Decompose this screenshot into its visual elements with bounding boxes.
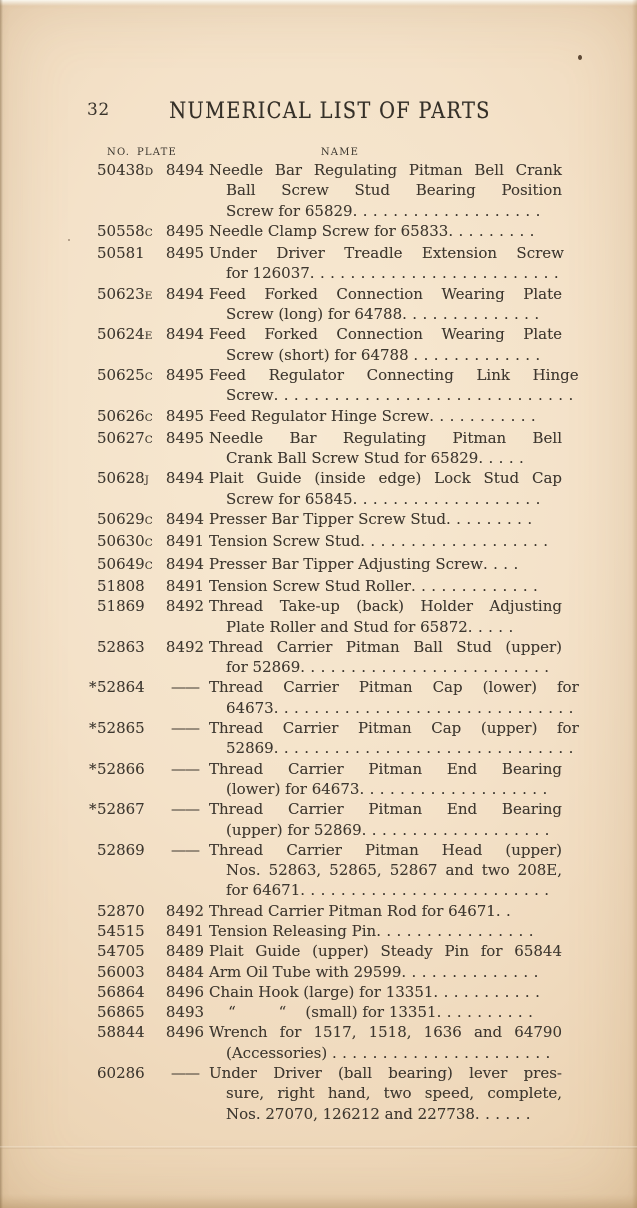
part-no [97,365,161,387]
part-no [97,531,161,553]
part-name [209,637,562,678]
dot-leader: ............. [410,576,544,595]
name-line [209,345,562,365]
part-plate: 8495 [165,406,205,425]
part-number-digits: 58844 [97,1023,145,1042]
part-name [209,982,562,1002]
part-number-digits: 52866 [97,759,145,778]
part-number-digits: 52869 [97,840,145,859]
name-line: Nos. 52863, 52865, 52867 and two 208E, [226,861,562,880]
part-row [97,531,562,553]
dot-leader: ........... [429,406,542,425]
name-line [209,576,562,596]
part-number-digits: 50649 [97,554,145,573]
part-no [97,468,161,490]
part-row [97,221,562,243]
part-name [209,962,562,982]
name-text: Presser Bar Tipper Screw Stud [209,510,446,529]
part-plate: 8494 [165,554,205,573]
name-line [209,1002,562,1022]
name-line [209,221,562,241]
part-no [97,221,161,243]
column-header-plate: PLATE [137,147,178,158]
name-line: sure, right hand, two speed, complete, [226,1084,562,1103]
name-line [209,779,562,799]
part-plate: 8496 [165,982,205,1001]
name-line [209,738,579,758]
dot-leader: ...... [474,1104,536,1123]
name-line [209,448,562,468]
plate-dash: —— [171,840,199,859]
scan-edge-left [0,0,3,1208]
part-number-digits: 50623 [97,284,145,303]
name-text: Thread Carrier Pitman Rod for 64671 [209,901,496,920]
part-plate: 8496 [165,1023,205,1042]
part-no [97,406,161,428]
part-no [89,799,161,819]
part-row [97,596,562,637]
part-name [209,840,562,901]
scan-edge-bottom [0,1194,637,1208]
name-text: for 126037 [226,264,310,283]
paper-speck [578,55,582,60]
asterisk-marker: * [89,759,97,778]
name-line [209,1043,562,1063]
dot-leader: ......................... [300,881,555,900]
part-row [97,901,562,921]
dot-leader: ......................... [300,658,555,677]
name-text: (upper) for 52869 [226,820,362,839]
name-line: Feed Forked Connection Wearing Plate [209,325,562,344]
part-name [209,468,562,509]
part-no [97,962,161,982]
part-number-digits: 51869 [97,597,145,616]
name-line: Plait Guide (inside edge) Lock Stud Cap [209,469,562,488]
part-name [209,1063,562,1124]
part-row [97,921,562,941]
dot-leader: ........... [433,982,546,1001]
plate-dash: —— [171,759,199,778]
part-no [97,982,161,1002]
name-text: Tension Screw Stud [209,532,361,551]
dot-leader: .............................. [273,386,579,405]
name-text: “ “ (small) for 13351 [209,1003,437,1022]
part-name [209,921,562,941]
name-text: (Accessories) [226,1043,332,1062]
part-plate: 8494 [165,469,205,488]
part-row [97,406,562,428]
name-text: Screw [226,386,274,405]
name-line: Under Driver Treadle Extension Screw [209,244,564,263]
name-line [209,901,562,921]
part-number-digits: 56865 [97,1003,145,1022]
part-row [97,576,562,596]
part-number-digits: 56864 [97,982,145,1001]
name-line: Thread Carrier Pitman Ball Stud (upper) [209,637,562,656]
part-no [89,677,161,697]
name-text: Screw (long) for 64788 [226,305,403,324]
part-plate: 8495 [165,244,205,263]
part-plate: 8492 [165,637,205,656]
part-row [89,677,579,718]
part-name [209,759,562,800]
name-line: Under Driver (ball bearing) lever pres- [209,1064,562,1083]
part-name [209,221,562,241]
asterisk-marker: * [89,719,97,738]
plate-dash: —— [171,1064,199,1083]
part-no [97,840,161,860]
dot-leader: ................... [352,489,546,508]
name-line [209,617,562,637]
part-number-suffix: C [144,559,154,572]
part-row [97,243,562,284]
name-line: Thread Carrier Pitman Cap (upper) for [209,719,579,738]
part-number-digits: 50628 [97,469,145,488]
part-row [97,365,579,406]
part-no [97,901,161,921]
part-number-digits: 50625 [97,365,145,384]
part-plate: 8491 [165,532,205,551]
name-line [209,263,564,283]
part-name [209,531,562,551]
dot-leader: ................... [361,820,555,839]
part-no [97,428,161,450]
part-name [209,1022,562,1063]
part-number-suffix: E [144,330,153,343]
part-name [209,406,562,426]
name-line: Ball Screw Stud Bearing Position [226,181,562,200]
name-text: 52869 [226,739,274,758]
dot-leader: .............. [401,962,544,981]
name-line [209,820,562,840]
part-row [97,324,562,365]
name-text: for 52869 [226,658,301,677]
paper-crease [0,1146,637,1149]
part-number-digits: 50626 [97,406,145,425]
part-no [97,1002,161,1022]
part-number-suffix: C [144,370,154,383]
dot-leader: ......................... [309,264,564,283]
part-number-digits: 52864 [97,678,145,697]
part-name [209,284,562,325]
part-no [97,160,161,182]
part-name [209,509,562,529]
part-name [209,677,579,718]
part-plate: 8495 [165,221,205,240]
part-row [89,799,562,840]
part-name [209,1002,562,1022]
dot-leader: ......... [445,510,538,529]
part-no [97,554,161,576]
part-no [97,284,161,306]
part-no [89,759,161,779]
dot-leader: ............. [413,345,546,364]
name-line [209,1104,562,1124]
part-row [97,941,562,961]
part-name [209,160,562,221]
part-name [209,596,562,637]
dot-leader: ................... [359,779,553,798]
part-row [97,160,562,221]
page-number: 32 [87,100,110,120]
part-plate: 8491 [165,576,205,595]
name-line [209,385,579,405]
part-number-digits: 50629 [97,510,145,529]
part-no [89,718,161,738]
name-text: Needle Clamp Screw for 65833 [209,221,449,240]
part-row [97,554,562,576]
part-number-digits: 50438 [97,161,145,179]
part-row [89,759,562,800]
part-row [97,1002,562,1022]
dot-leader: .............. [402,305,545,324]
part-number-suffix: C [144,433,154,446]
plate-dash: —— [171,719,199,738]
part-no [97,941,161,961]
dot-leader: .... [482,554,524,573]
part-row [97,1063,562,1124]
scan-edge-right [632,0,637,1208]
name-line [209,962,562,982]
dot-leader: .............................. [273,739,579,758]
name-text: Screw for 65845 [226,489,353,508]
column-header-name: NAME [320,147,360,158]
dot-leader: ..... [467,617,519,636]
name-line [209,698,579,718]
part-number-digits: 52870 [97,901,145,920]
name-line [209,304,562,324]
part-name [209,365,579,406]
part-plate: 8484 [165,962,205,981]
part-name [209,428,562,469]
parts-table [89,160,579,1124]
name-line [209,489,562,509]
part-number-digits: 50627 [97,428,145,447]
name-text: Chain Hook (large) for 13351 [209,982,434,1001]
name-line: Needle Bar Regulating Pitman Bell [209,428,562,447]
part-number-digits: 50624 [97,325,145,344]
name-text: Tension Screw Stud Roller [209,576,411,595]
name-line [209,880,562,900]
name-text: Screw (short) for 64788 [226,345,414,364]
part-number-suffix: E [144,289,153,302]
part-no [97,243,161,263]
part-number-suffix: J [144,474,150,487]
name-line: Plait Guide (upper) Steady Pin for 65844 [209,942,562,961]
part-plate: 8494 [165,161,205,179]
part-name [209,243,564,284]
dot-leader: .......... [436,1003,539,1022]
name-text: Crank Ball Screw Stud for 65829 [226,449,479,468]
name-text: Tension Releasing Pin [209,921,377,940]
part-number-suffix: C [144,515,154,528]
part-number-digits: 52865 [97,719,145,738]
part-number-suffix: C [144,226,154,239]
name-line [209,554,562,574]
asterisk-marker: * [89,678,97,697]
dot-leader: .. [495,901,517,920]
name-text: Nos. 27070, 126212 and 227738 [226,1104,475,1123]
name-text: Feed Regulator Hinge Screw [209,406,430,425]
part-name [209,324,562,365]
part-row [97,637,562,678]
part-plate: 8494 [165,510,205,529]
part-number-digits: 54515 [97,921,145,940]
dot-leader: ................... [360,532,554,551]
name-line: Needle Bar Regulating Pitman Bell Crank [209,161,562,179]
part-plate: 8494 [165,284,205,303]
part-number-digits: 56003 [97,962,145,981]
name-text: Presser Bar Tipper Adjusting Screw [209,554,483,573]
name-line: Thread Carrier Pitman Cap (lower) for [209,678,579,697]
part-plate: 8489 [165,942,205,961]
part-row [97,284,562,325]
name-text: for 64671 [226,881,301,900]
part-row [97,509,562,531]
name-line [209,982,562,1002]
name-line [209,509,562,529]
part-no [97,596,161,616]
name-line: Thread Carrier Pitman End Bearing [209,800,562,819]
part-plate: 8491 [165,921,205,940]
part-number-digits: 60286 [97,1064,145,1083]
part-row [97,468,562,509]
name-text: Arm Oil Tube with 29599 [209,962,402,981]
part-no [97,921,161,941]
part-no [97,1063,161,1083]
part-number-digits: 50630 [97,532,145,551]
part-plate: 8495 [165,428,205,447]
part-no [97,324,161,346]
part-row [97,982,562,1002]
part-row [97,962,562,982]
name-line [209,921,562,941]
dot-leader: ......... [448,221,540,240]
asterisk-marker: * [89,800,97,819]
part-name [209,941,562,961]
name-line [209,657,562,677]
name-line: Thread Carrier Pitman End Bearing [209,759,562,778]
part-row [97,1022,562,1063]
part-plate: 8493 [165,1003,205,1022]
part-name [209,576,562,596]
part-plate: 8495 [165,365,205,384]
name-text: Screw for 65829 [226,201,353,220]
dot-leader: ................... [352,201,546,220]
part-plate: 8494 [165,325,205,344]
part-plate: 8492 [165,901,205,920]
name-line: Wrench for 1517, 1518, 1636 and 64790 [209,1023,562,1042]
part-number-digits: 52863 [97,637,145,656]
plate-dash: —— [171,800,199,819]
name-line: Thread Take-up (back) Holder Adjusting [209,597,562,616]
part-name [209,799,562,840]
part-number-suffix: D [144,166,154,178]
part-number-digits: 52867 [97,800,145,819]
name-line: Feed Forked Connection Wearing Plate [209,284,562,303]
name-text: (lower) for 64673 [226,779,360,798]
plate-dash: —— [171,678,199,697]
part-no [97,509,161,531]
name-line: Thread Carrier Pitman Head (upper) [209,840,562,859]
part-number-suffix: C [144,411,154,424]
part-name [209,554,562,574]
part-no [97,637,161,657]
paper-speck [68,239,70,241]
name-line [209,531,562,551]
name-line [209,201,562,221]
dot-leader: ...................... [331,1043,556,1062]
part-name [209,901,562,921]
name-text: Plate Roller and Stud for 65872 [226,617,468,636]
part-no [97,576,161,596]
part-number-suffix: C [144,537,154,550]
name-text: 64673 [226,698,274,717]
part-number-digits: 54705 [97,942,145,961]
part-number-digits: 51808 [97,576,145,595]
part-number-digits: 50581 [97,244,145,263]
part-number-digits: 50558 [97,221,145,240]
part-row [97,428,562,469]
part-name [209,718,579,759]
part-plate: 8492 [165,597,205,616]
part-row [89,718,579,759]
part-no [97,1022,161,1042]
part-row [97,840,562,901]
dot-leader: .............................. [273,698,579,717]
dot-leader: ................ [376,921,539,940]
page-title: NUMERICAL LIST OF PARTS [169,99,491,124]
name-line: Feed Regulator Connecting Link Hinge [209,365,579,384]
column-header-no: NO. [107,147,131,158]
scan-edge-top [0,0,637,6]
name-line [209,406,562,426]
dot-leader: ..... [478,449,530,468]
